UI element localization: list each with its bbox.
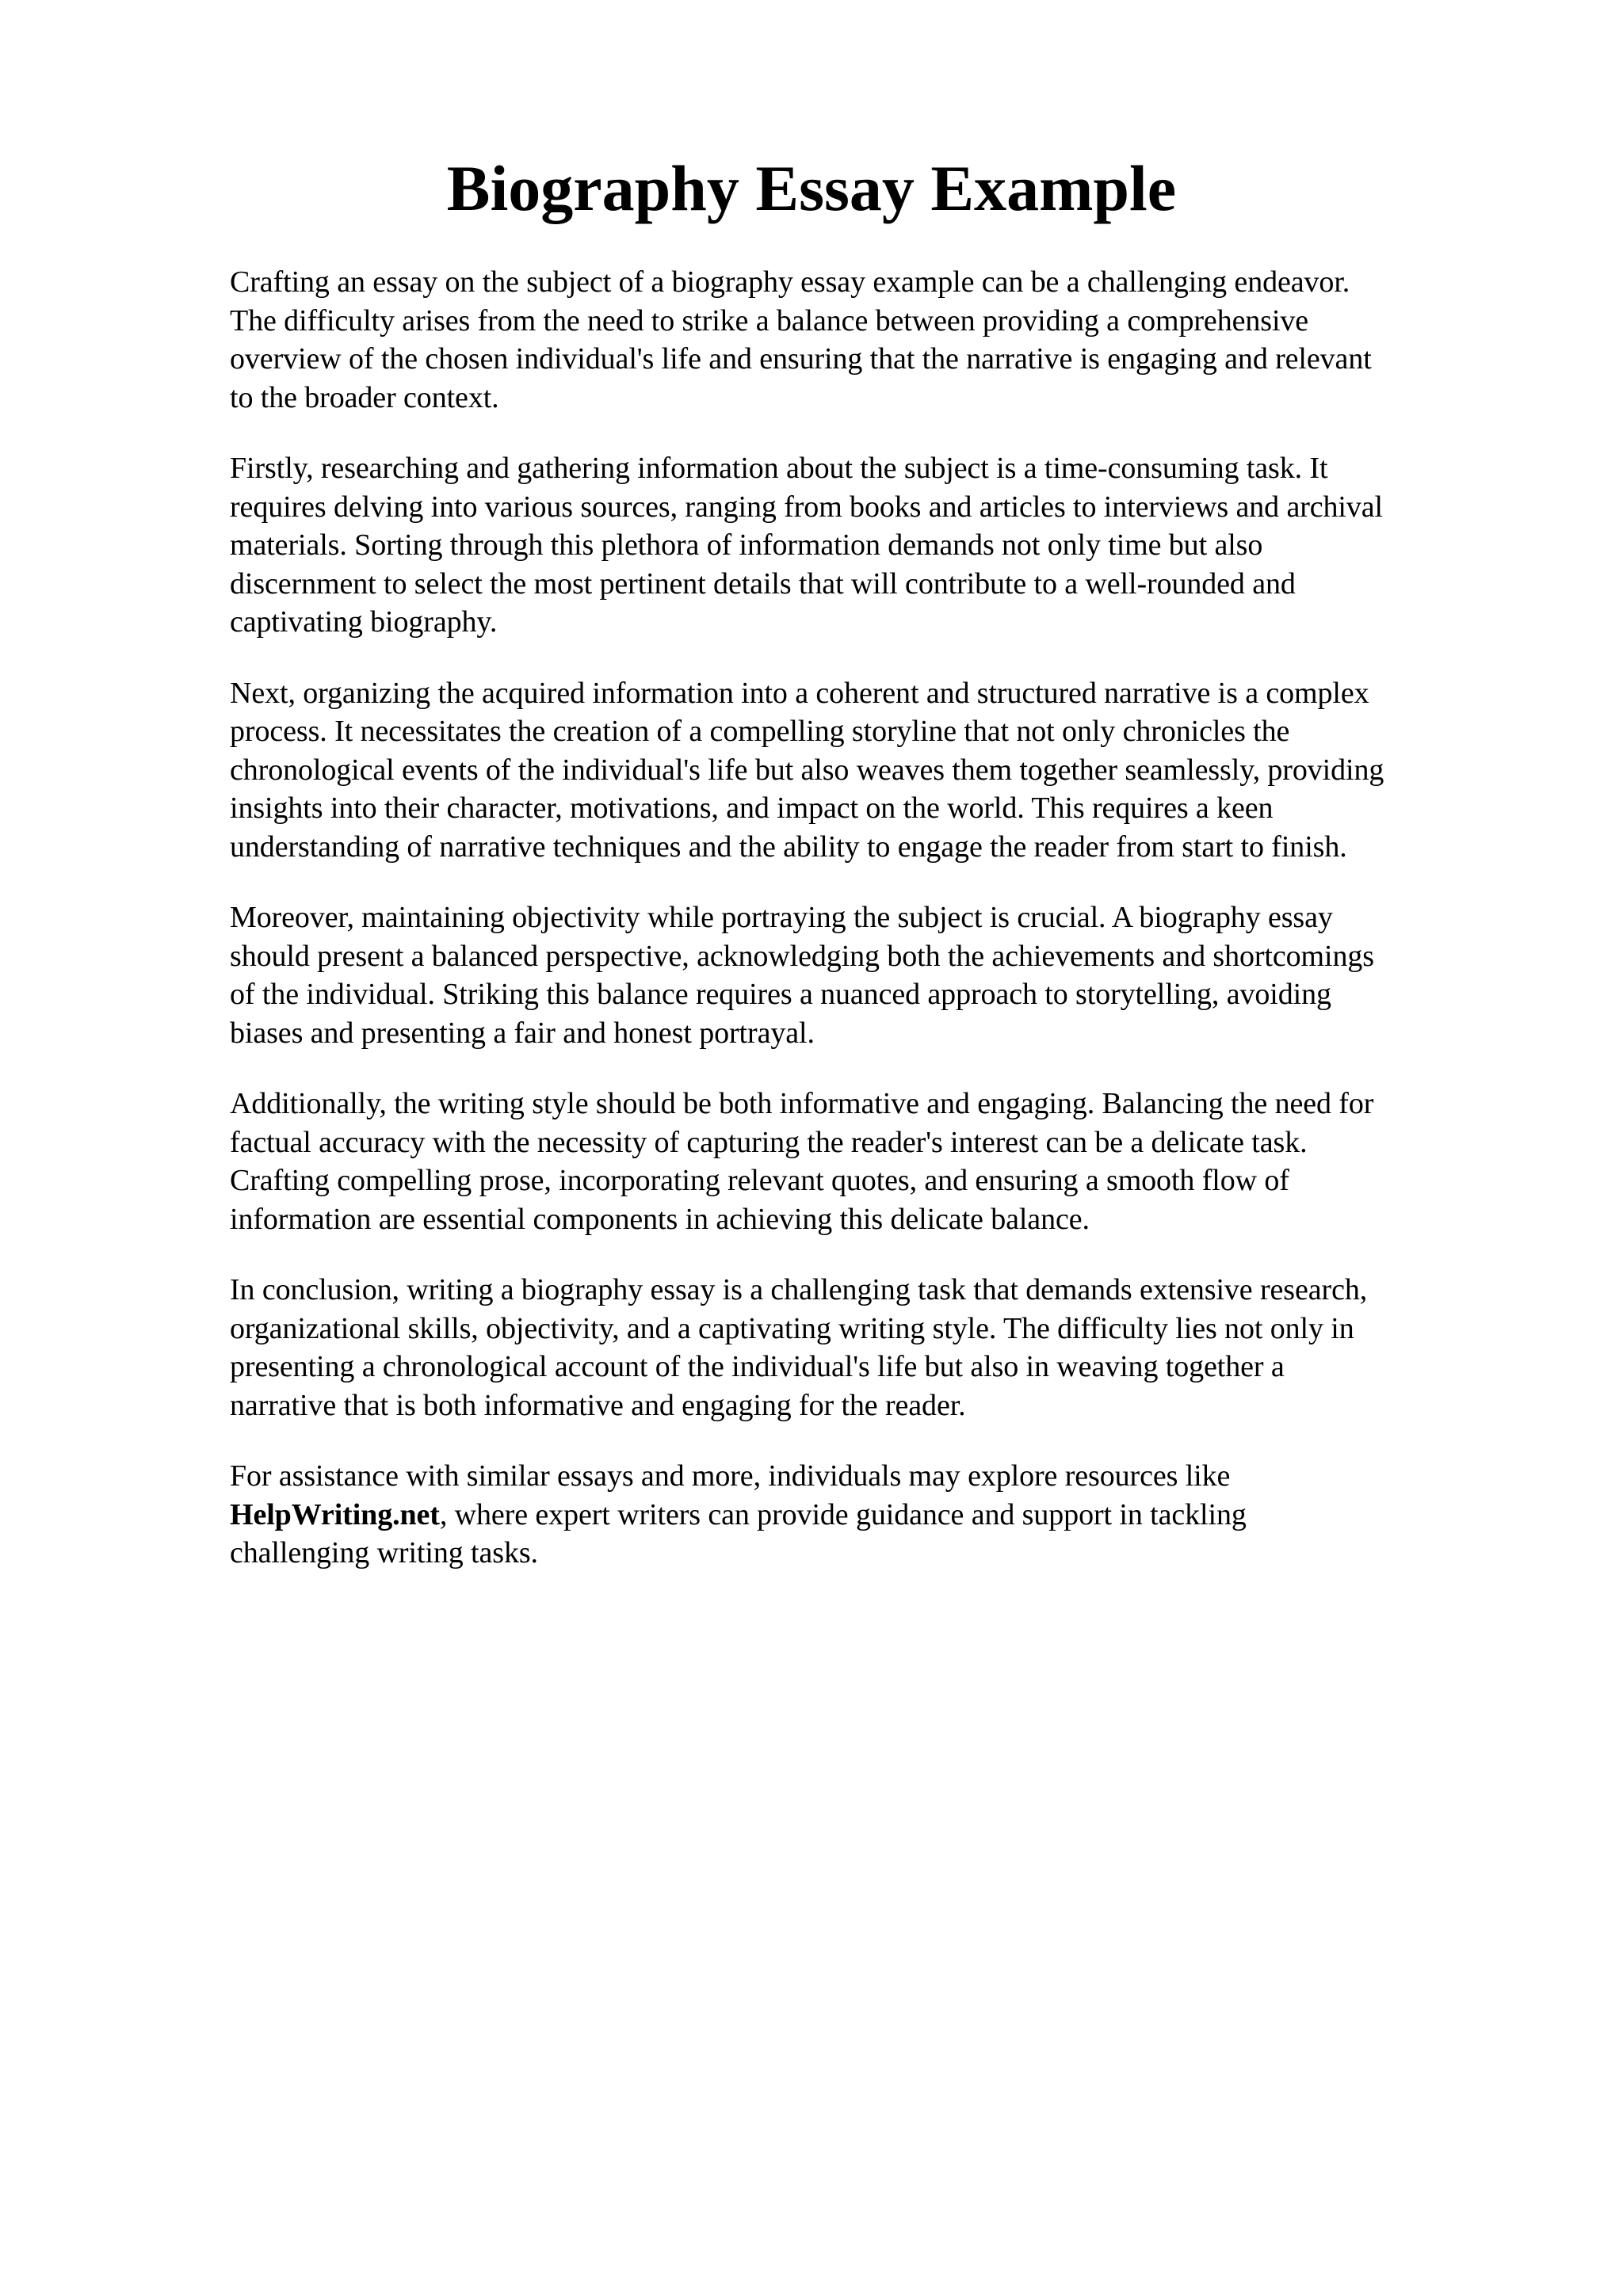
paragraph-research	[230, 449, 1506, 642]
helpwriting-link[interactable]: HelpWriting.net	[230, 1497, 440, 1531]
paragraph-line: of the individual. Striking this balance requires a nuanced approach to storytelling, avoiding	[230, 978, 1331, 1011]
paragraph-line: For assistance with similar essays and more, individuals may explore resources like	[230, 1459, 1231, 1493]
paragraph-line: information are essential components in achieving this delicate balance.	[230, 1202, 1090, 1236]
paragraph-line: presenting a chronological account of the individual's life but also in weaving together a	[230, 1350, 1285, 1383]
paragraph-line: captivating biography.	[230, 605, 498, 639]
paragraph-line: Crafting an essay on the subject of a biography essay example can be a challenging endeavor.	[230, 265, 1350, 299]
paragraph-objectivity	[230, 898, 1506, 1052]
paragraph-line: factual accuracy with the necessity of capturing the reader's interest can be a delicate task.	[230, 1125, 1308, 1159]
paragraph-line: discernment to select the most pertinent details that will contribute to a well-rounded and	[230, 566, 1296, 601]
paragraph-line: organizational skills, objectivity, and a captivating writing style. The difficulty lies not only in	[230, 1311, 1354, 1345]
paragraph-line: narrative that is both informative and engaging for the reader.	[230, 1388, 966, 1422]
paragraph-line: to the broader context.	[230, 380, 499, 414]
paragraph-line: In conclusion, writing a biography essay is a challenging task that demands extensive research,	[230, 1273, 1368, 1306]
paragraph-line: Crafting compelling prose, incorporating relevant quotes, and ensuring a smooth flow of	[230, 1164, 1289, 1197]
paragraph-line	[230, 1496, 1506, 1535]
paragraph-line: Additionally, the writing style should be both informative and engaging. Balancing the need for	[230, 1087, 1374, 1120]
paragraph-intro	[230, 263, 1506, 417]
paragraph-line: challenging writing tasks.	[230, 1536, 538, 1569]
paragraph-organizing	[230, 674, 1506, 867]
closing-line-rest: , where expert writers can provide guidance and support in tackling	[439, 1497, 1247, 1531]
paragraph-line: insights into their character, motivations, and impact on the world. This requires a keen	[230, 791, 1274, 825]
paragraph-line: materials. Sorting through this plethora of information demands not only time but also	[230, 528, 1263, 562]
paragraph-line: should present a balanced perspective, acknowledging both the achievements and shortcomings	[230, 939, 1374, 973]
paragraph-closing	[230, 1457, 1506, 1573]
document-body	[230, 263, 1506, 1605]
page-title: Biography Essay Example	[446, 152, 1177, 224]
paragraph-line: requires delving into various sources, ranging from books and articles to interviews and archival	[230, 490, 1384, 524]
paragraph-line: chronological events of the individual's life but also weaves them together seamlessly, providing	[230, 753, 1384, 787]
paragraph-line: The difficulty arises from the need to strike a balance between providing a comprehensive	[230, 303, 1309, 338]
paragraph-line: process. It necessitates the creation of a compelling storyline that not only chronicles the	[230, 715, 1290, 748]
paragraph-line: Moreover, maintaining objectivity while portraying the subject is crucial. A biography essay	[230, 901, 1333, 934]
paragraph-line: understanding of narrative techniques and the ability to engage the reader from start to finish.	[230, 830, 1347, 864]
paragraph-line: Next, organizing the acquired information into a coherent and structured narrative is a complex	[230, 676, 1369, 710]
paragraph-conclusion	[230, 1271, 1506, 1425]
paragraph-line: biases and presenting a fair and honest portrayal.	[230, 1016, 815, 1050]
paragraph-line: overview of the chosen individual's life and ensuring that the narrative is engaging and relevant	[230, 342, 1372, 376]
paragraph-line: Firstly, researching and gathering information about the subject is a time-consuming task. It	[230, 452, 1328, 485]
paragraph-style	[230, 1085, 1506, 1238]
